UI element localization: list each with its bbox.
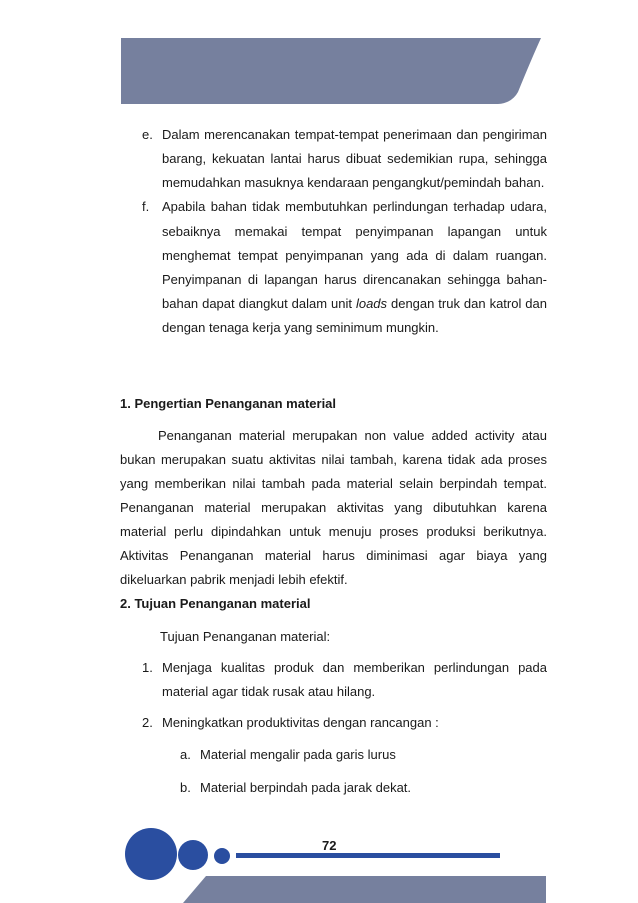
sub-item-b-marker: b. [180, 780, 191, 795]
section-1-line-7: dikeluarkan pabrik menjadi lebih efektif. [120, 572, 348, 587]
list-item-e-line-2: barang, kekuatan lantai harus dibuat sedemikian rupa, sehingga [162, 151, 547, 166]
sub-item-b-text: Material berpindah pada jarak dekat. [200, 780, 412, 795]
loads-term: loads [355, 296, 388, 311]
section-1-line-3: yang memberikan nilai tambah pada material selain berpindah tempat. [120, 476, 547, 491]
section-2-heading: 2. Tujuan Penanganan material [120, 596, 311, 611]
section-1-line-6: Aktivitas Penanganan material harus diminimasi agar biaya yang [120, 548, 547, 563]
section-2-item-2-marker: 2. [142, 715, 153, 730]
list-item-f-line-5 [162, 296, 547, 312]
list-item-f-line-5-pre: bahan dapat diangkut dalam unit [162, 296, 356, 311]
list-item-e-line-1: Dalam merencanakan tempat-tempat penerimaan dan pengiriman [162, 127, 547, 142]
section-1-heading: 1. Pengertian Penanganan material [120, 396, 337, 411]
list-item-f-line-5-post: dengan truk dan katrol dan [387, 296, 547, 311]
section-2-item-1-marker: 1. [142, 660, 153, 675]
list-item-f-line-3: menghemat tempat penyimpanan yang ada di dalam ruangan. [162, 248, 547, 263]
page-number: 72 [322, 838, 337, 853]
section-1-line-2: bukan merupakan suatu aktivitas nilai tambah, karena tidak ada proses [120, 452, 547, 467]
section-2-item-2-text: Meningkatkan produktivitas dengan rancangan : [162, 715, 439, 730]
header-banner [0, 0, 638, 110]
section-2-intro: Tujuan Penanganan material: [160, 629, 331, 644]
section-1-line-5: material perlu dipindahkan untuk menuju proses produksi berikutnya. [120, 524, 547, 539]
list-marker-f: f. [142, 199, 150, 214]
list-item-f-line-1: Apabila bahan tidak membutuhkan perlindungan terhadap udara, [162, 199, 547, 214]
section-1-line-4: Penanganan material merupakan aktivitas yang dibutuhkan karena [120, 500, 547, 515]
list-item-f-line-2: sebaiknya memakai tempat penyimpanan lapangan untuk [162, 224, 547, 239]
section-2-item-1-line-2: material agar tidak rusak atau hilang. [162, 684, 376, 699]
list-item-f-line-4: Penyimpanan di lapangan harus direncanakan sehingga bahan- [162, 272, 547, 287]
list-item-e-line-3: memudahkan masuknya kendaraan pengangkut/pemindah bahan. [162, 175, 545, 190]
list-item-f-line-6: dengan tenaga kerja yang seminimum mungkin. [162, 320, 439, 335]
sub-item-a-text: Material mengalir pada garis lurus [200, 747, 396, 762]
section-2-item-1-line-1: Menjaga kualitas produk dan memberikan perlindungan pada [162, 660, 547, 675]
sub-item-a-marker: a. [180, 747, 191, 762]
section-1-line-1: Penanganan material merupakan non value added activity atau [158, 428, 547, 443]
footer-decoration [0, 820, 638, 903]
list-marker-e: e. [142, 127, 153, 142]
